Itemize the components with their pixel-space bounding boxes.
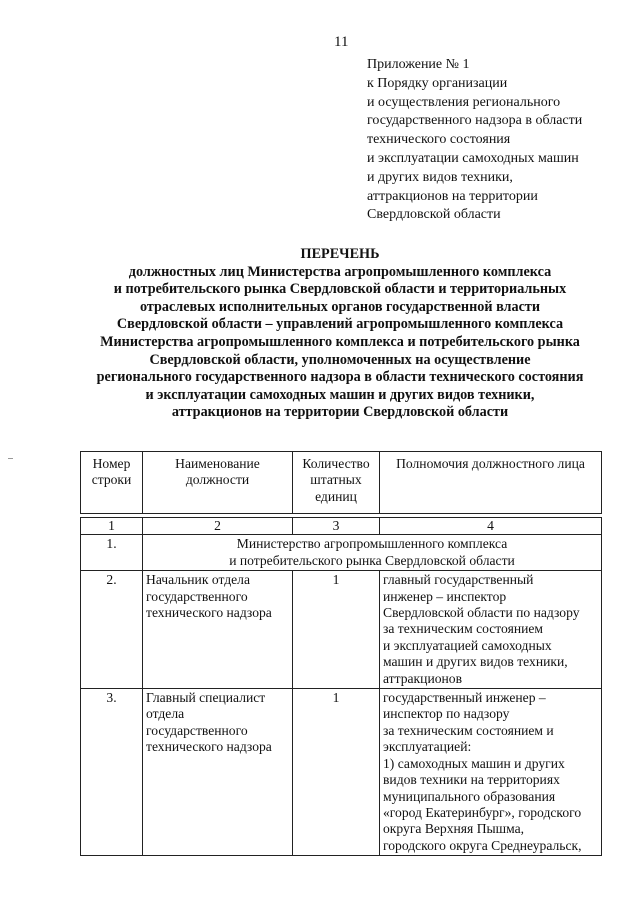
powers-line: округа Верхняя Пышма, — [383, 821, 525, 837]
appendix-line: и других видов техники, — [367, 169, 513, 185]
heading-line: должностных лиц Министерства агропромышленного комплекса — [128, 263, 552, 280]
position-name — [143, 571, 293, 689]
staff-units: 1 — [293, 571, 380, 689]
heading-line: и эксплуатации самоходных машин и других видов техники, — [145, 386, 535, 403]
table-row — [81, 689, 602, 856]
position-line: технического надзора — [146, 605, 272, 621]
appendix-line: к Порядку организации — [367, 75, 508, 91]
powers — [380, 571, 602, 689]
position-name — [143, 689, 293, 856]
header-text: Номер — [92, 456, 131, 471]
document-heading — [60, 246, 620, 422]
heading-line: регионального государственного надзора в области технического состояния — [96, 369, 584, 386]
section-title — [143, 535, 602, 571]
header-text: должности — [185, 472, 250, 488]
powers-line: аттракционов — [383, 670, 463, 686]
header-staff-units — [293, 452, 380, 514]
appendix-line: Приложение № 1 — [367, 57, 470, 72]
officials-table-wrap — [80, 451, 602, 856]
position-line: государственного — [146, 722, 248, 738]
header-row-number — [81, 452, 143, 514]
powers-line: инженер – инспектор — [383, 588, 507, 604]
staff-units: 1 — [293, 689, 380, 856]
section-number: 1. — [81, 535, 143, 571]
heading-line: и потребительского рынка Свердловской области и территориальных — [113, 281, 567, 298]
powers-line: городского округа Среднеуральск, — [383, 837, 582, 853]
header-text: единиц — [315, 488, 357, 504]
margin-mark — [8, 458, 13, 459]
powers-line: и эксплуатацией самоходных — [383, 637, 552, 653]
officials-table — [80, 451, 602, 856]
header-text: Полномочия должностного лица — [396, 456, 585, 471]
appendix-line: технического состояния — [367, 132, 511, 148]
heading-line: Министерства агропромышленного комплекса и потребительского рынка — [100, 333, 580, 350]
position-line: Главный специалист — [146, 690, 266, 706]
page-number: 11 — [334, 34, 349, 50]
column-number-row — [81, 518, 602, 535]
powers-line: Свердловской области по надзору — [383, 605, 580, 621]
powers-line: машин и других видов техники, — [383, 654, 568, 670]
heading-line: аттракционов на территории Свердловской области — [171, 404, 509, 421]
appendix-line: аттракционов на территории — [367, 188, 538, 204]
section-title-line: и потребительского рынка Свердловской области — [229, 552, 515, 568]
powers-line: эксплуатацией: — [383, 739, 472, 755]
header-text: строки — [91, 472, 132, 488]
appendix-line: и эксплуатации самоходных машин — [367, 150, 579, 166]
table-header-row — [81, 452, 602, 514]
heading-line: отраслевых исполнительных органов государственной власти — [139, 298, 541, 315]
appendix-line: Свердловской области — [367, 207, 501, 223]
column-number: 1 — [81, 518, 143, 535]
row-number: 2. — [81, 571, 143, 689]
powers-line: государственный инженер – — [383, 690, 546, 706]
appendix-block — [367, 56, 582, 225]
column-number: 4 — [380, 518, 602, 535]
position-line: государственного — [146, 588, 248, 604]
column-number: 3 — [293, 518, 380, 535]
powers-line: муниципального образования — [383, 788, 556, 804]
header-powers — [380, 452, 602, 514]
powers-line: инспектор по надзору — [383, 706, 510, 722]
powers-line: за техническим состоянием — [383, 621, 544, 637]
heading-line: Свердловской области, уполномоченных на осуществление — [149, 351, 531, 368]
powers-line: видов техники на территориях — [383, 772, 560, 788]
column-number: 2 — [143, 518, 293, 535]
powers-line: «город Екатеринбург», городского — [383, 804, 582, 820]
heading-line: Свердловской области – управлений агропромышленного комплекса — [116, 316, 564, 333]
header-text: Наименование — [175, 456, 260, 471]
appendix-line: и осуществления регионального — [367, 94, 561, 110]
powers — [380, 689, 602, 856]
position-line: Начальник отдела — [146, 572, 250, 588]
powers-line: главный государственный — [383, 572, 534, 588]
heading-title: ПЕРЕЧЕНЬ — [300, 246, 380, 262]
appendix-line: государственного надзора в области — [367, 113, 583, 129]
row-number: 3. — [81, 689, 143, 856]
position-line: технического надзора — [146, 739, 272, 755]
position-line: отдела — [146, 706, 185, 722]
section-title-line: Министерство агропромышленного комплекса — [236, 536, 508, 552]
header-text: Количество — [302, 456, 370, 471]
powers-line: за техническим состоянием и — [383, 722, 554, 738]
table-row — [81, 571, 602, 689]
header-text: штатных — [310, 472, 362, 488]
header-position-name — [143, 452, 293, 514]
section-row — [81, 535, 602, 571]
powers-line: 1) самоходных машин и других — [383, 755, 565, 771]
